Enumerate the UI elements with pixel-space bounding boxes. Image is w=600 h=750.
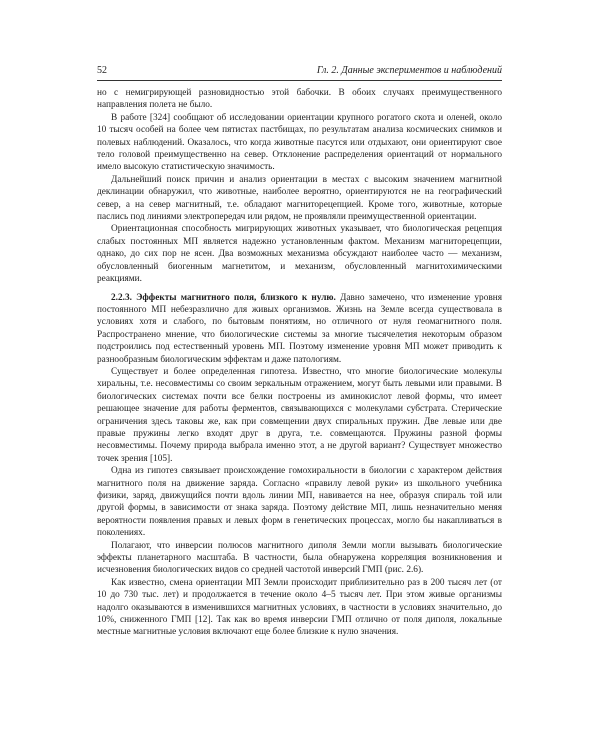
paragraph-continuation: но с немигрирующей разновидностью этой бабочки. В обоих случаях преимущественного направления полета не было.	[97, 88, 502, 111]
running-title: Гл. 2. Данные экспериментов и наблюдений	[316, 65, 502, 76]
section-lead-text: Давно замечено, что изменение уровня постоянного МП небезразлично для живых организмов. Жизнь на Земле всегда существовала в условиях хотя и слабого, по бытовым понятиям, но отличного от нуля геомагнитного поля. Распространено мнение, что биологические системы за многие тысячелетия некоторым образом подстроились под естественный уровень МП. Поэтому изменение уровня МП может приводить к разнообразным биологическим эффектам и даже патологиям.	[97, 292, 502, 365]
section-heading: 2.2.3. Эффекты магнитного поля, близкого к нулю.	[111, 292, 336, 303]
paragraph-homochirality: Одна из гипотез связывает происхождение гомохиральности в биологии с характером действия магнитного поля на движение заряда. Согласно «правилу левой руки» из школьного учебника физики, заряд, движущийся почти вдоль линии МП, навивается на нее, образуя спираль той или другой формы, в зависимости от знака заряда. Поэтому действие МП, лишь незначительно меняя вероятности появления правых и левых форм в генетических процессах, могло бы накапливаться в поколениях.	[97, 466, 502, 539]
paragraph-magnetic-declination: Дальнейший поиск причин и анализ ориентации в местах с высоким значением магнитной деклинации обнаружил, что животные, наиболее вероятно, ориентируются не на географический север, а на север магнитный, т.е. обладают магниторецепцией. Кроме того, животные, которые паслись под линиями электропередач или рядом, не проявляли преимущественной ориентации.	[97, 174, 502, 223]
paragraph-cattle-orientation: В работе [324] сообщают об исследовании ориентации крупного рогатого скота и оленей, около 10 тысяч особей на более чем пятистах пастбищах, по результатам анализа космических снимков и полевых наблюдений. Оказалось, что когда животные пасутся или отдыхают, они ориентируют свое тело головой преимущественно на север. Отклонение распределения ориентаций от нормального имело высокую статистическую значимость.	[97, 112, 502, 173]
book-page	[97, 64, 502, 639]
page-number: 52	[97, 65, 107, 76]
running-head	[97, 64, 502, 81]
section-paragraph	[97, 292, 502, 366]
paragraph-pole-inversions: Полагают, что инверсии полюсов магнитного диполя Земли могли вызывать биологические эффекты планетарного масштаба. В частности, была обнаружена корреляция возникновения и исчезновения биологических видов со средней частотой инверсий ГМП (рис. 2.6).	[97, 540, 502, 576]
body-text	[97, 87, 502, 639]
paragraph-field-reversal: Как известно, смена ориентации МП Земли происходит приблизительно раз в 200 тысяч лет (от 10 до 730 тыс. лет) и продолжается в течение около 4–5 тысяч лет. При этом живые организмы надолго оказываются в изменившихся магнитных условиях, в частности в условиях значительно, до 10%, сниженного ГМП [12]. Так как во время инверсии ГМП отлично от поля диполя, локальные местные магнитные условия включают еще более близкие к нулю значения.	[97, 577, 502, 638]
paragraph-chirality: Существует и более определенная гипотеза. Известно, что многие биологические молекулы хиральны, т.е. несовместимы со своим зеркальным отражением, могут быть левыми или правыми. В биологических системах почти все белки построены из аминокислот левой формы, что имеет решающее значение для работы ферментов, связывающихся с молекулами субстрата. Стерические ограничения здесь таковы же, как при совмещении двух спиральных пружин. Две левые или две правые пружины легко входят друг в друга, т.е. совмещаются. Пружины разной формы несовместимы. Почему природа выбрала именно этот, а не другой вариант? Существует множество точек зрения [105].	[97, 366, 502, 464]
paragraph-magnetoreception-mechanisms: Ориентационная способность мигрирующих животных указывает, что биологическая рецепция слабых постоянных МП является надежно установленным фактом. Механизм магниторецепции, однако, до сих пор не ясен. Два возможных механизма обсуждают наиболее часто — механизм, обусловленный биогенным магнетитом, и механизм, обусловленный магнитохимическими реакциями.	[97, 224, 502, 285]
